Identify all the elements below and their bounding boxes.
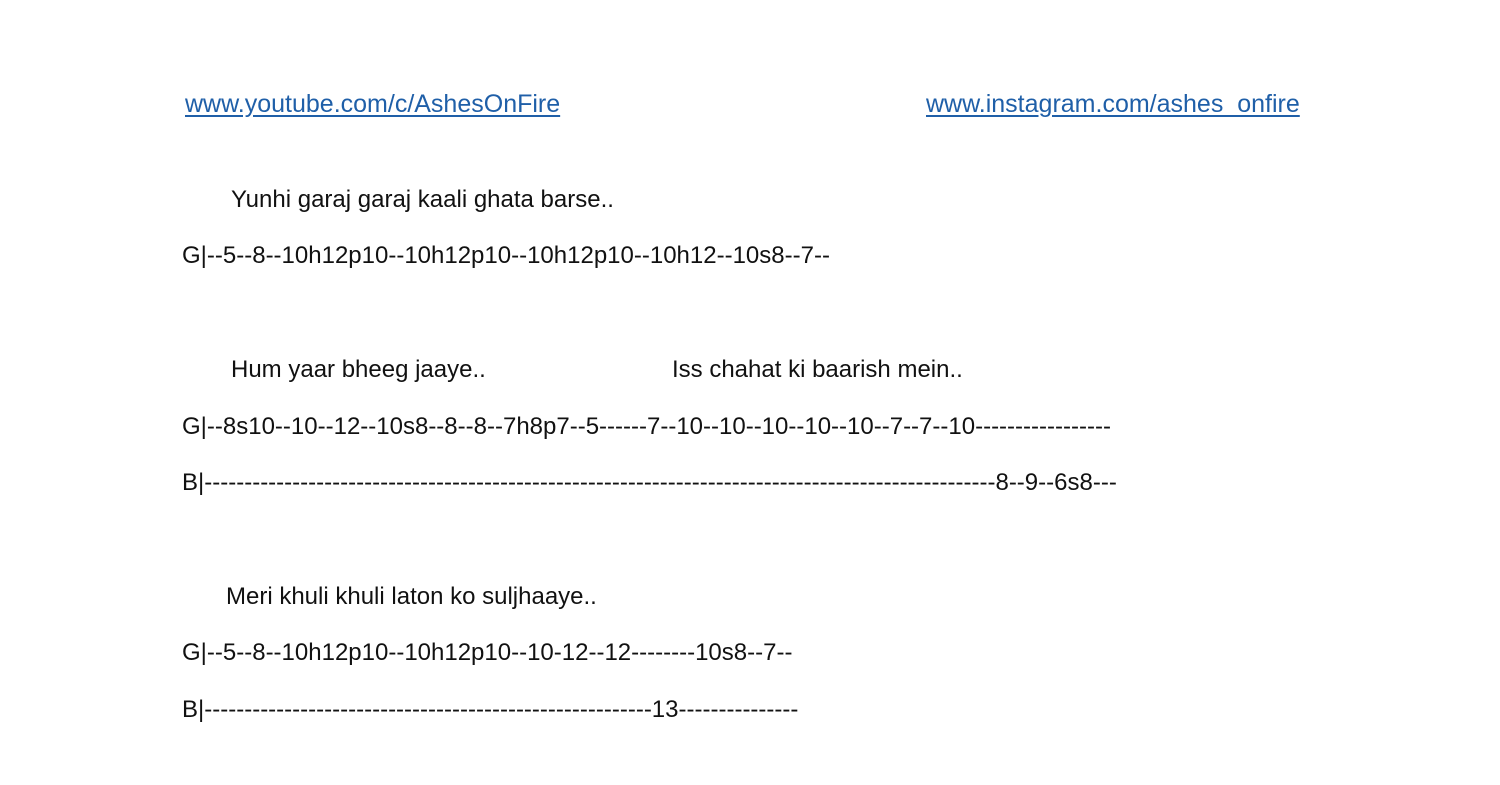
lyric-line: Iss chahat ki baarish mein.. (672, 356, 963, 383)
youtube-link[interactable]: www.youtube.com/c/AshesOnFire (185, 90, 561, 118)
tab-line-b-string: B|--------------------------------------------------------13--------------- (182, 696, 799, 723)
lyric-line: Yunhi garaj garaj kaali ghata barse.. (231, 186, 614, 213)
tab-line-g-string: G|--5--8--10h12p10--10h12p10--10h12p10--10h12--10s8--7-- (182, 242, 830, 269)
tab-line-b-string: B|---------------------------------------------------------------------------------------------------8--9--6s8--- (182, 469, 1117, 496)
lyric-line: Meri khuli khuli laton ko suljhaaye.. (226, 583, 597, 610)
instagram-link[interactable]: www.instagram.com/ashes_onfire (926, 90, 1300, 118)
tab-line-g-string: G|--5--8--10h12p10--10h12p10--10-12--12--------10s8--7-- (182, 639, 793, 666)
tab-line-g-string: G|--8s10--10--12--10s8--8--8--7h8p7--5------7--10--10--10--10--10--7--7--10----------------- (182, 413, 1111, 440)
lyric-line: Hum yaar bheeg jaaye.. (231, 356, 486, 383)
